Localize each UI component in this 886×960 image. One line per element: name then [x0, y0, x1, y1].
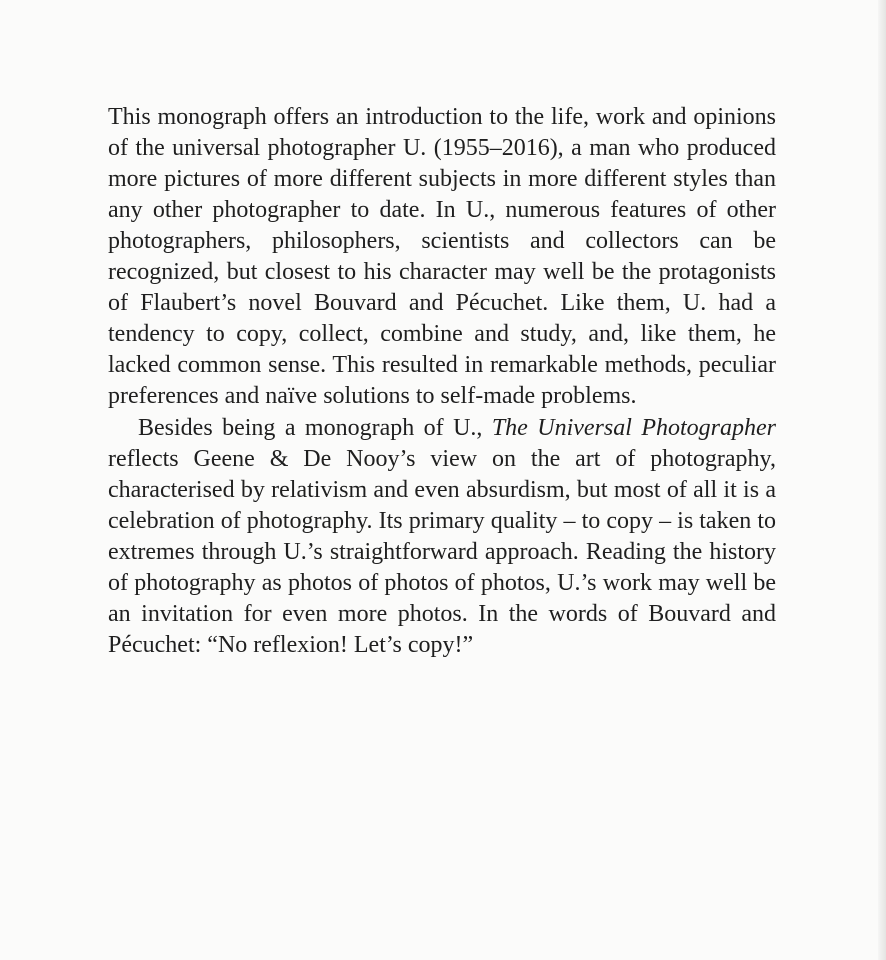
- page-edge-shadow: [878, 0, 886, 960]
- book-title: The Universal Photographer: [491, 415, 776, 441]
- paragraph-1: This monograph offers an introduction to the life, work and opinions of the universal photographer U. (1955–2016), a man who produced more pictures of more different subjects in more different styles than any other photographer to date. In U., numerous features of other photographers, philosophers, scientists and collectors can be recognized, but closest to his character may well be the protagonists of Flaubert’s novel Bouvard and Pécuchet. Like them, U. had a tendency to copy, collect, combine and study, and, like them, he lacked common sense. This resulted in remarkable methods, peculiar preferences and naïve solutions to self-made problems.: [108, 104, 776, 409]
- paragraph-2-rest: reflects Geene & De Nooy’s view on the art of photography, characterised by relativism and even absurdism, but most of all it is a celebration of photography. Its primary quality – to copy – is taken to extremes through U.’s straightforward approach. Reading the history of photography as photos of photos of photos, U.’s work may well be an invitation for even more photos. In the words of Bouvard and Pécuchet: “No reflexion! Let’s copy!”: [108, 446, 776, 658]
- paragraph-2: [108, 413, 776, 661]
- paragraph-2-lead: Besides being a monograph of U.,: [138, 415, 492, 441]
- body-text: [108, 102, 776, 661]
